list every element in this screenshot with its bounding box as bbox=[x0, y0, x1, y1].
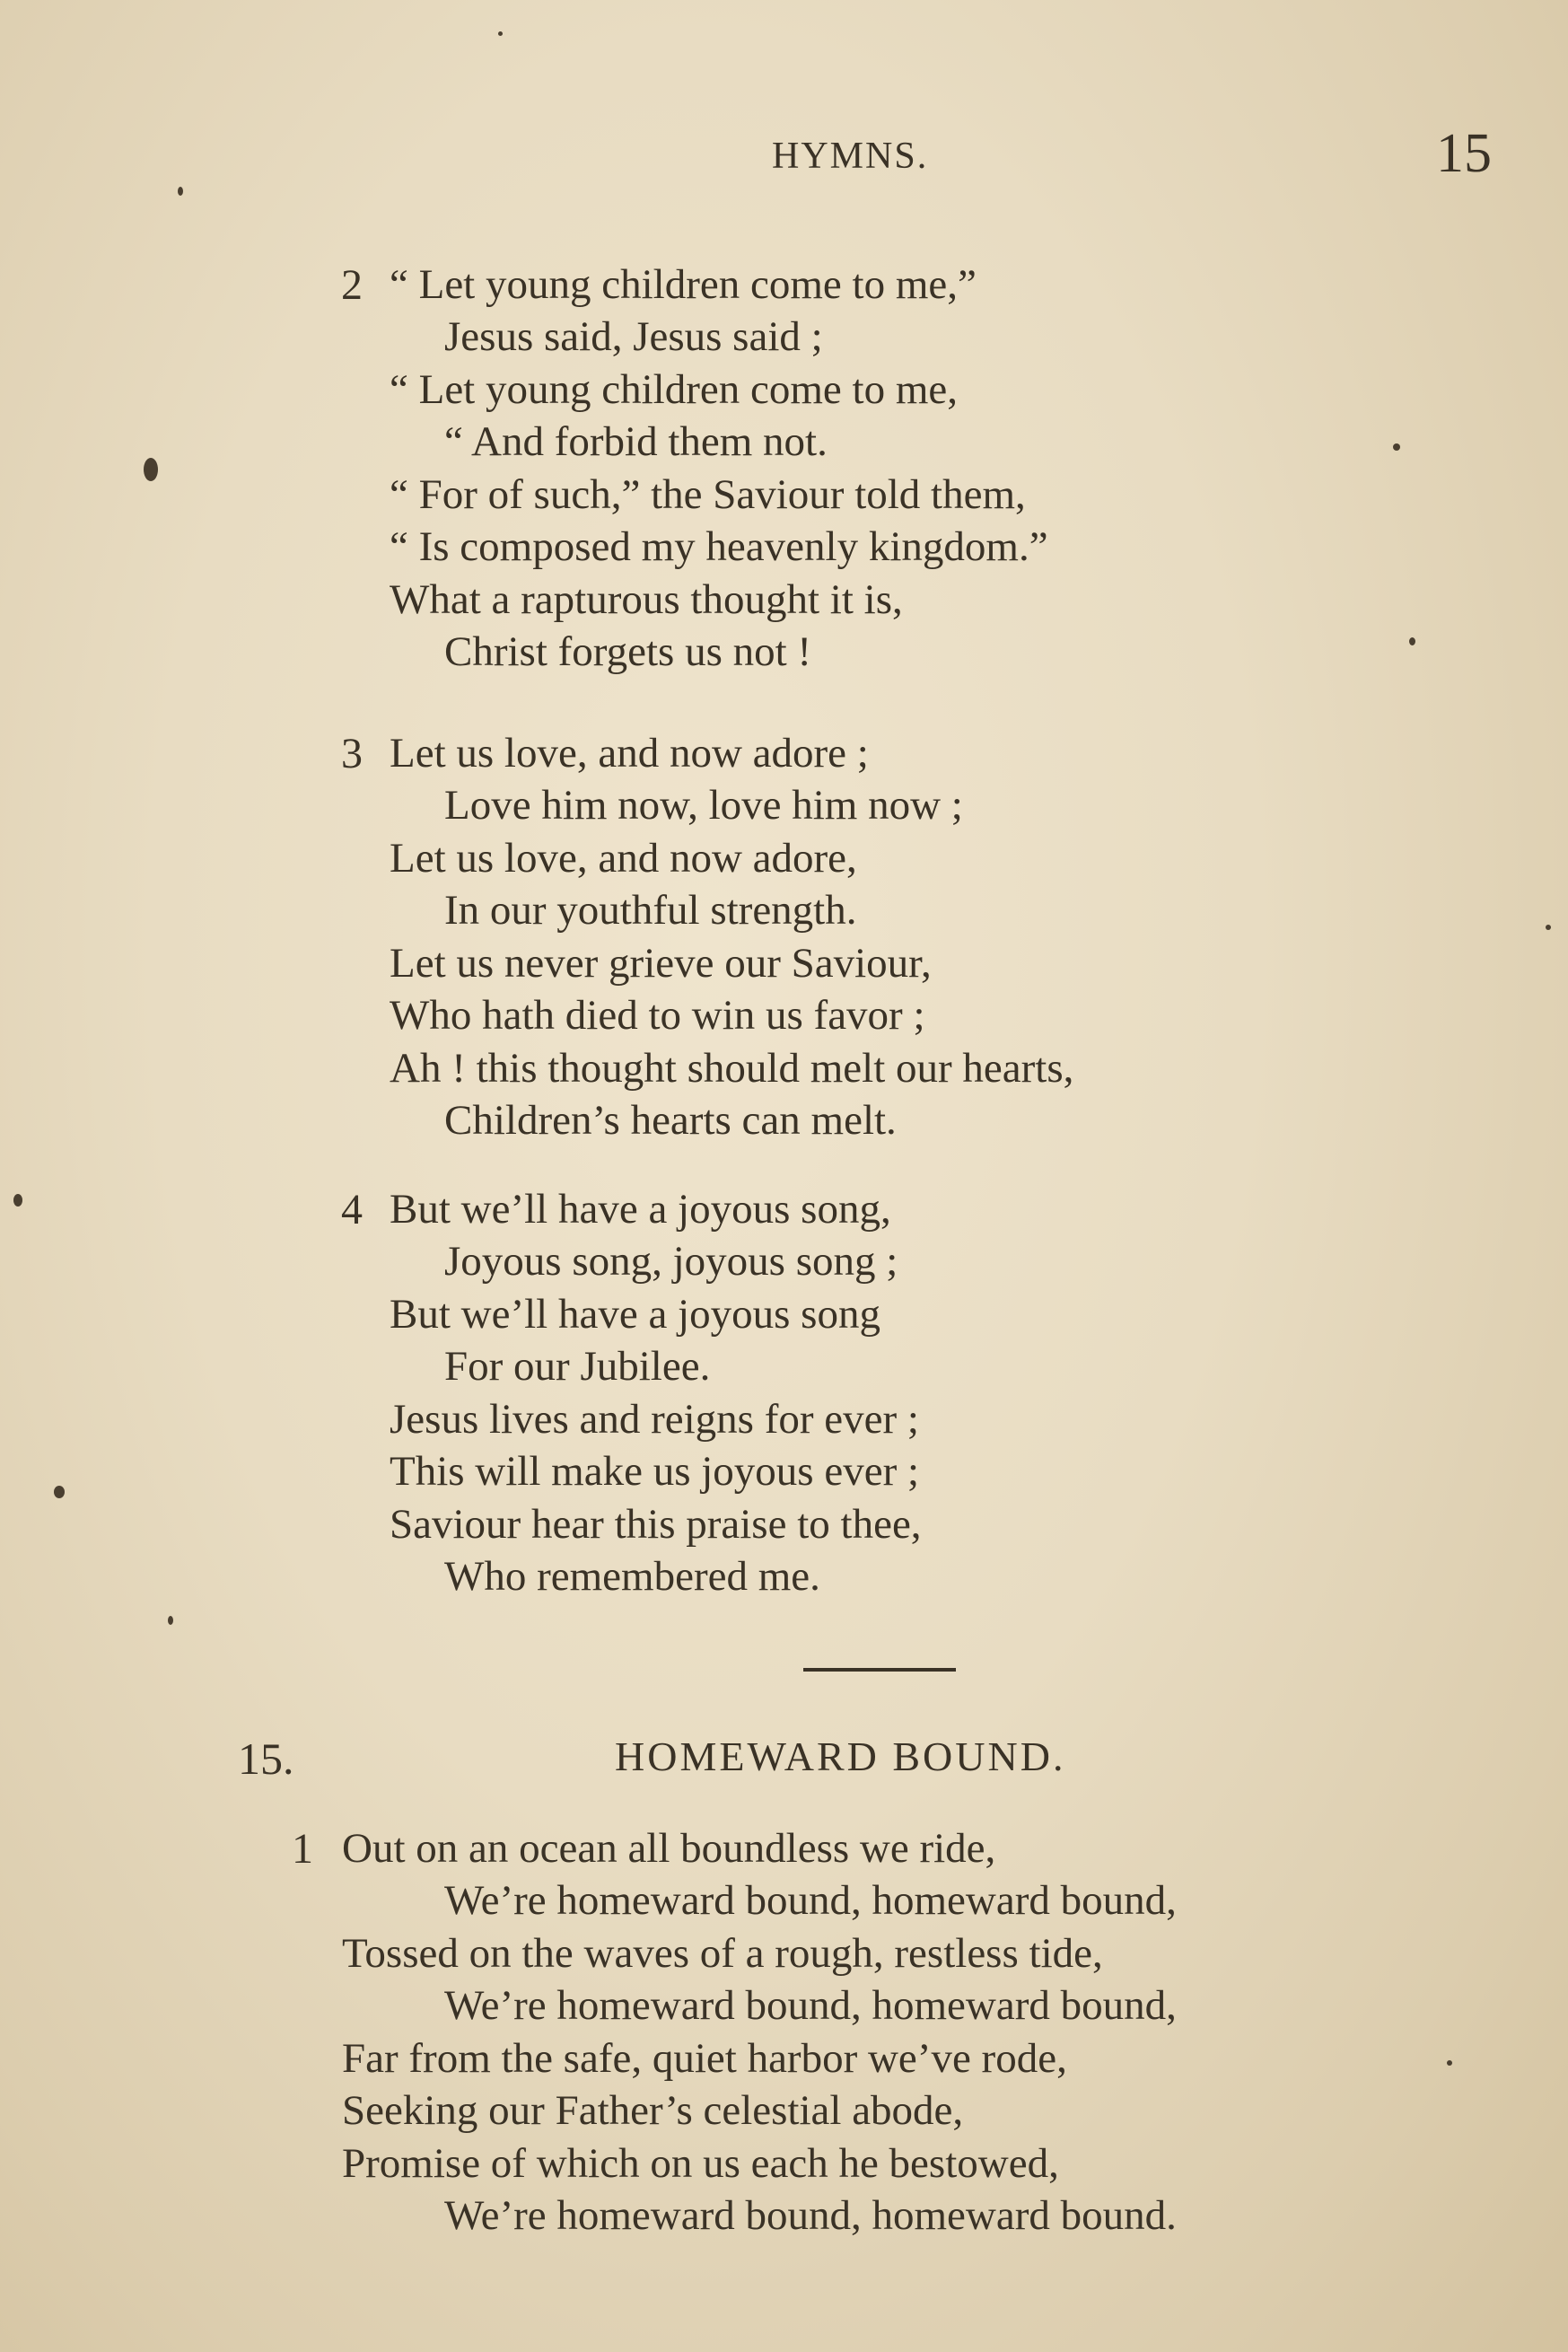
verse-line: Who remembered me. bbox=[444, 1553, 820, 1600]
verse-line: Jesus said, Jesus said ; bbox=[444, 313, 823, 360]
verse-line: Out on an ocean all boundless we ride, bbox=[342, 1825, 996, 1872]
verse-line: Let us never grieve our Saviour, bbox=[390, 940, 932, 987]
stanza-number: 2 bbox=[341, 261, 363, 309]
ink-speck bbox=[144, 458, 158, 481]
verse-line: For our Jubilee. bbox=[444, 1343, 711, 1390]
verse-line: But we’ll have a joyous song, bbox=[390, 1186, 891, 1233]
verse-line: Love him now, love him now ; bbox=[444, 782, 963, 829]
ink-speck bbox=[54, 1486, 65, 1498]
verse-line: We’re homeward bound, homeward bound. bbox=[444, 2192, 1177, 2239]
ink-speck bbox=[498, 31, 503, 36]
stanza-number: 1 bbox=[292, 1825, 313, 1873]
ink-speck bbox=[168, 1616, 173, 1625]
verse-line: We’re homeward bound, homeward bound, bbox=[444, 1982, 1177, 2029]
verse-line: Who hath died to win us favor ; bbox=[390, 992, 925, 1039]
verse-line: In our youthful strength. bbox=[444, 887, 857, 934]
stanza-number: 3 bbox=[341, 730, 363, 777]
verse-line: We’re homeward bound, homeward bound, bbox=[444, 1877, 1177, 1924]
verse-line: What a rapturous thought it is, bbox=[390, 576, 903, 623]
verse-line: Jesus lives and reigns for ever ; bbox=[390, 1396, 919, 1443]
verse-line: But we’ll have a joyous song bbox=[390, 1291, 880, 1338]
verse-line: Far from the safe, quiet harbor we’ve rode, bbox=[342, 2035, 1067, 2082]
verse-line: “ Let young children come to me, bbox=[390, 366, 958, 413]
verse-line: Seeking our Father’s celestial abode, bbox=[342, 2087, 964, 2134]
verse-line: Ah ! this thought should melt our hearts, bbox=[390, 1045, 1074, 1092]
verse-line: Joyous song, joyous song ; bbox=[444, 1238, 898, 1285]
verse-line: This will make us joyous ever ; bbox=[390, 1448, 920, 1495]
verse-line: Promise of which on us each he bestowed, bbox=[342, 2140, 1059, 2187]
running-head: HYMNS. bbox=[772, 136, 929, 177]
verse-line: Let us love, and now adore ; bbox=[390, 730, 869, 777]
stanza-number: 4 bbox=[341, 1186, 363, 1233]
ink-speck bbox=[1447, 2060, 1452, 2066]
ink-speck bbox=[1409, 637, 1415, 645]
hymn-title: HOMEWARD BOUND. bbox=[615, 1733, 1066, 1779]
section-divider bbox=[803, 1668, 956, 1672]
verse-line: Children’s hearts can melt. bbox=[444, 1097, 897, 1144]
verse-line: Let us love, and now adore, bbox=[390, 835, 857, 882]
verse-line: “ And forbid them not. bbox=[444, 418, 828, 465]
verse-line: “ Is composed my heavenly kingdom.” bbox=[390, 523, 1048, 570]
ink-speck bbox=[1546, 925, 1551, 930]
verse-line: Christ forgets us not ! bbox=[444, 628, 812, 675]
page-number: 15 bbox=[1436, 123, 1492, 184]
verse-line: “ Let young children come to me,” bbox=[390, 261, 977, 308]
verse-line: Tossed on the waves of a rough, restless tide, bbox=[342, 1930, 1103, 1977]
ink-speck bbox=[1393, 443, 1400, 451]
ink-speck bbox=[178, 187, 183, 196]
verse-line: Saviour hear this praise to thee, bbox=[390, 1501, 922, 1548]
verse-line: “ For of such,” the Saviour told them, bbox=[390, 471, 1026, 518]
hymn-number: 15. bbox=[238, 1733, 294, 1784]
ink-speck bbox=[13, 1194, 22, 1207]
